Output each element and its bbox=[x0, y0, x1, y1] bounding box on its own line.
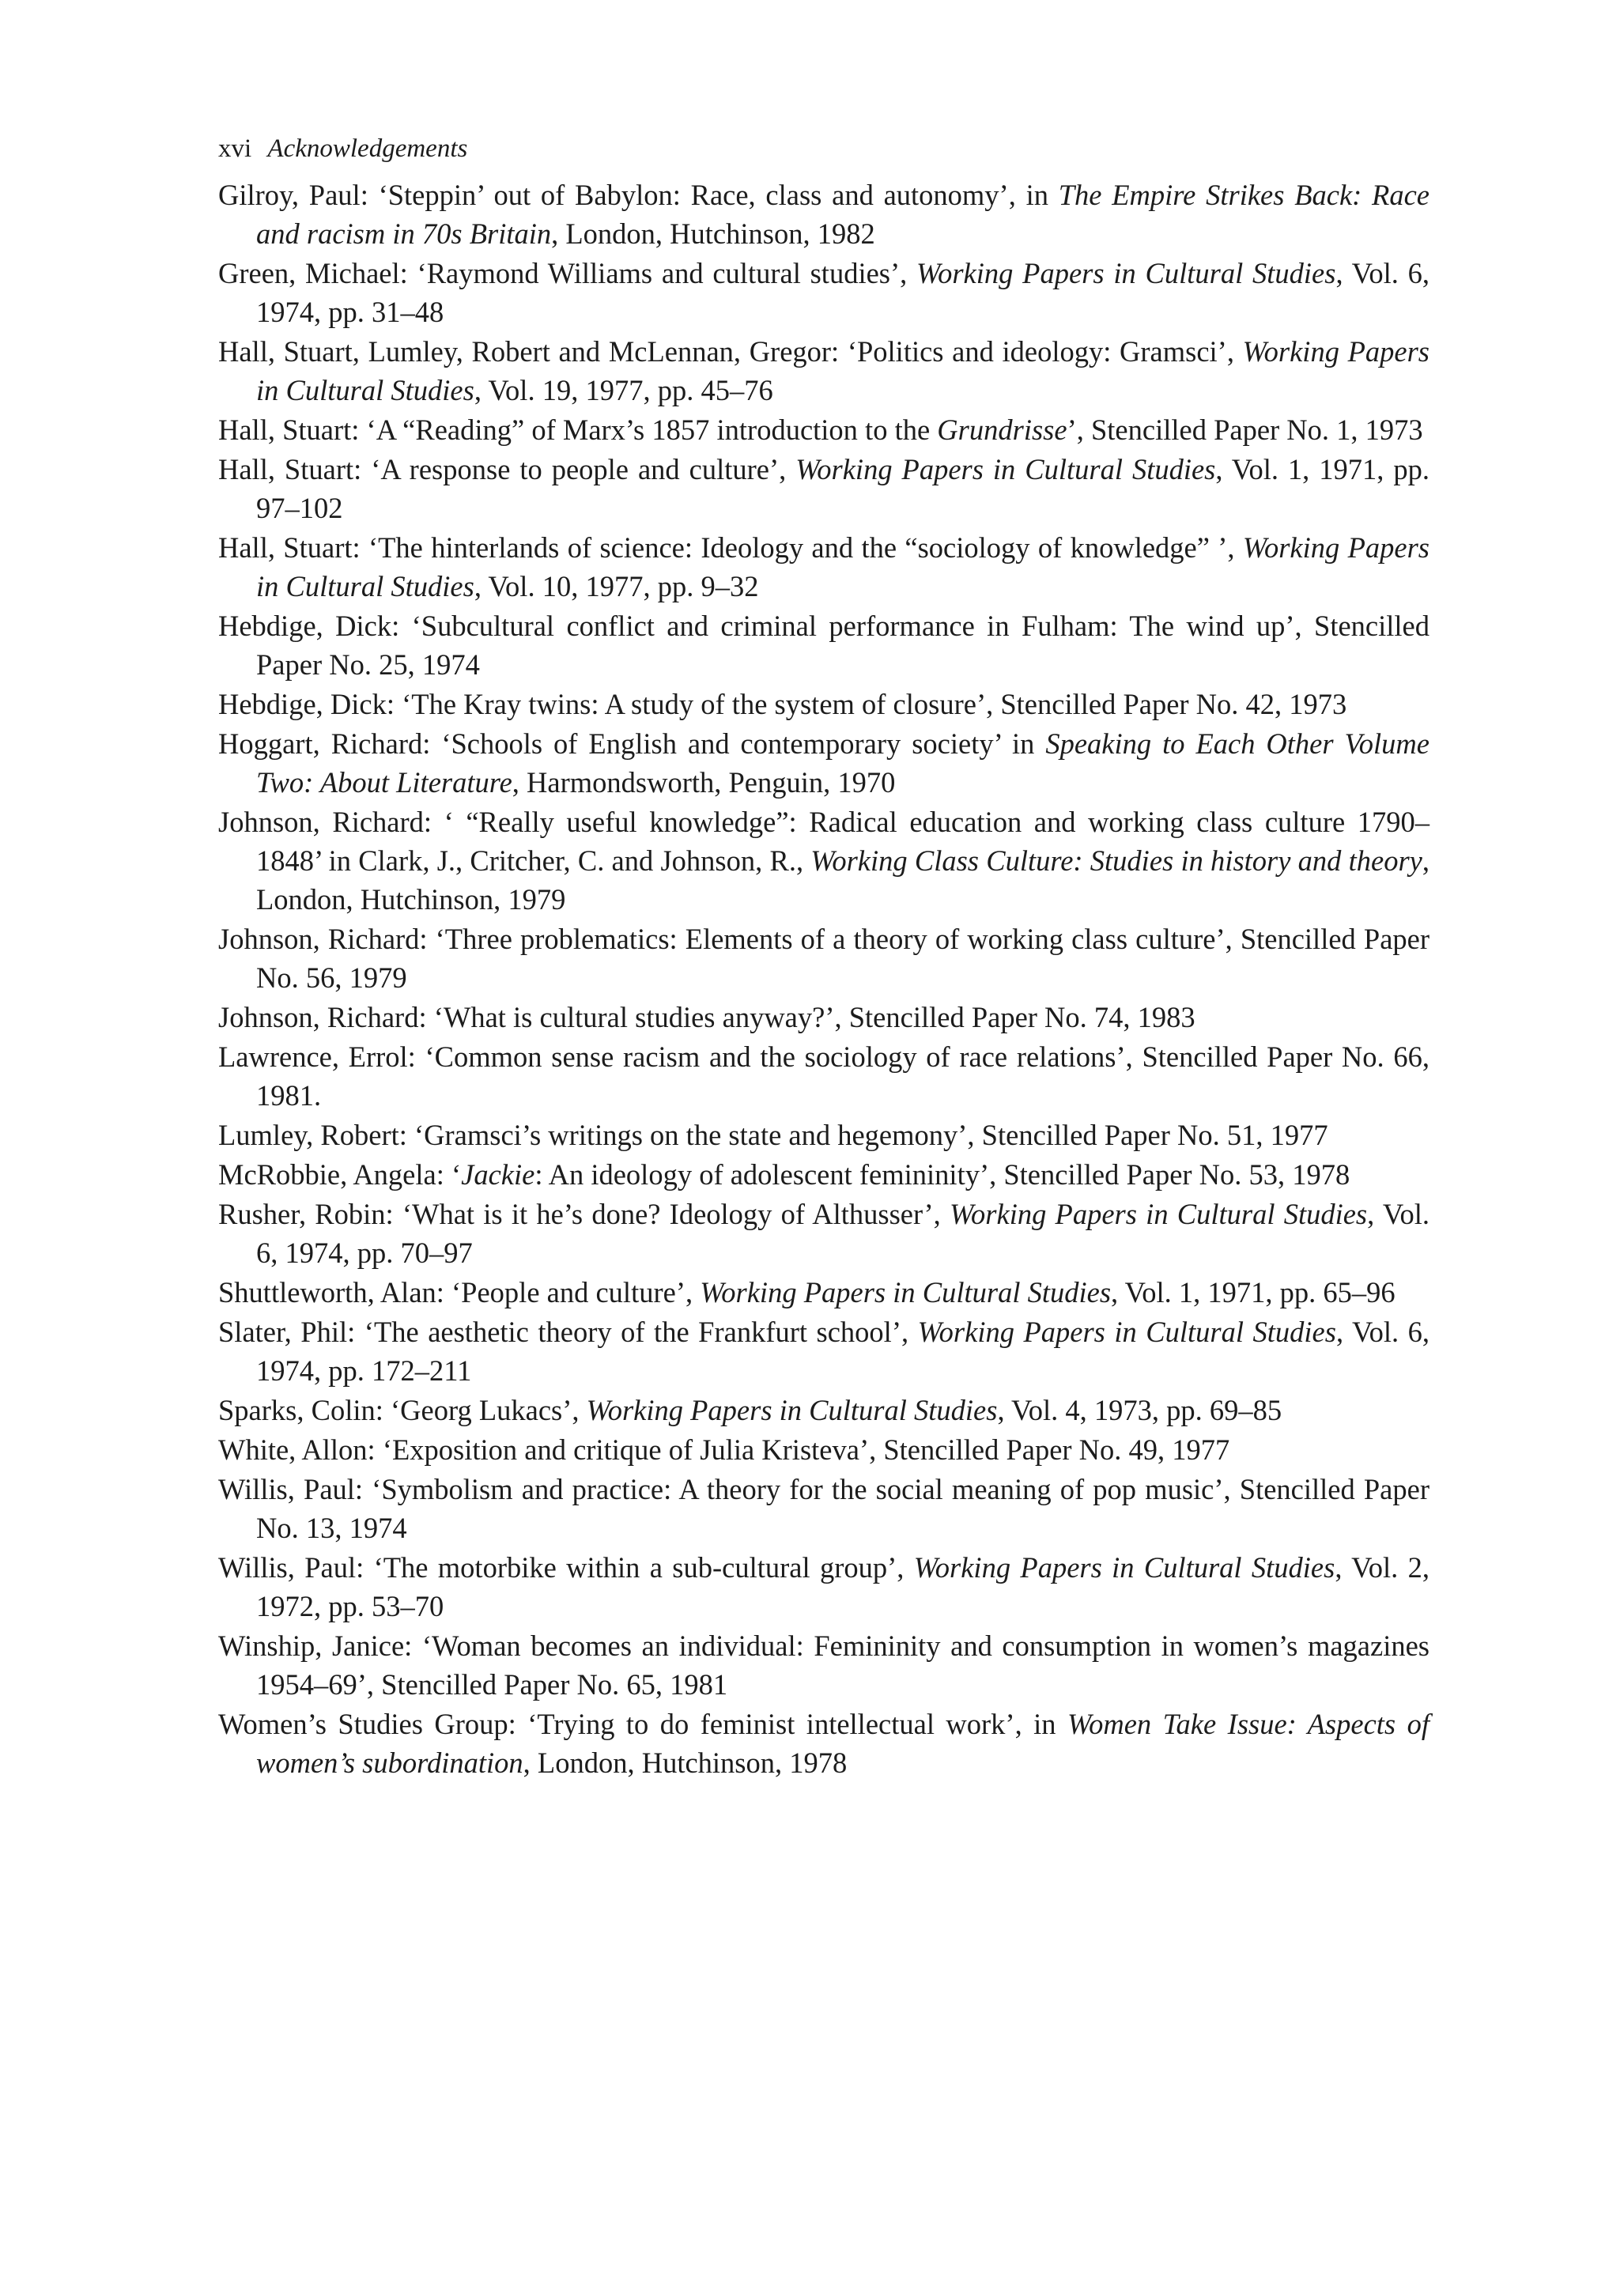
entry-title-italic: Working Papers in Cultural Studies bbox=[586, 1394, 998, 1426]
entry-text: Slater, Phil: ‘The aesthetic theory of the Frankfurt school’, bbox=[218, 1316, 918, 1348]
entry-text: , Vol. 4, 1973, pp. 69–85 bbox=[997, 1394, 1282, 1426]
reference-entry bbox=[218, 1273, 1429, 1312]
entry-text: Winship, Janice: ‘Woman becomes an individual: Femininity and consumption in women’s magazines 1954–69’, Stencilled Paper No. 65, 1981 bbox=[218, 1629, 1429, 1701]
entry-text: Hall, Stuart: ‘The hinterlands of science: Ideology and the “sociology of knowledge” ’, bbox=[218, 531, 1243, 564]
entry-text: , Harmondsworth, Penguin, 1970 bbox=[512, 766, 896, 799]
reference-entry bbox=[218, 1705, 1429, 1782]
entry-text: : An ideology of adolescent femininity’, Stencilled Paper No. 53, 1978 bbox=[534, 1158, 1350, 1191]
reference-entry bbox=[218, 1430, 1429, 1469]
entry-title-italic: Working Papers in Cultural Studies bbox=[917, 1316, 1336, 1348]
entry-text: Lawrence, Errol: ‘Common sense racism and the sociology of race relations’, Stencilled Paper No. 66, 1981. bbox=[218, 1040, 1429, 1112]
entry-text: Hall, Stuart: ‘A “Reading” of Marx’s 1857 introduction to the bbox=[218, 414, 938, 446]
reference-entry bbox=[218, 685, 1429, 723]
reference-entry bbox=[218, 606, 1429, 684]
reference-list bbox=[218, 176, 1429, 1782]
entry-text: , Vol. 6, 1974, pp. 172–211 bbox=[256, 1316, 1429, 1387]
entry-text: , Vol. 1, 1971, pp. 65–96 bbox=[1111, 1276, 1396, 1308]
entry-title-italic: Jackie bbox=[461, 1158, 535, 1191]
reference-entry bbox=[218, 724, 1429, 802]
entry-text: Women’s Studies Group: ‘Trying to do feminist intellectual work’, in bbox=[218, 1708, 1068, 1740]
reference-entry bbox=[218, 920, 1429, 997]
section-title: Acknowledgements bbox=[267, 134, 468, 163]
reference-entry bbox=[218, 1548, 1429, 1626]
entry-text: Gilroy, Paul: ‘Steppin’ out of Babylon: Race, class and autonomy’, in bbox=[218, 179, 1059, 211]
entry-text: , London, Hutchinson, 1978 bbox=[523, 1747, 848, 1779]
entry-text: Johnson, Richard: ‘ “Really useful knowledge”: Radical education and working class culture 1790–1848’ in Clark, J., Critcher, C. and Johnson, R., bbox=[218, 806, 1429, 877]
entry-text: Green, Michael: ‘Raymond Williams and cultural studies’, bbox=[218, 257, 917, 289]
reference-entry bbox=[218, 254, 1429, 331]
entry-text: , Vol. 1, 1971, pp. 97–102 bbox=[256, 453, 1429, 524]
entry-text: Johnson, Richard: ‘What is cultural studies anyway?’, Stencilled Paper No. 74, 1983 bbox=[218, 1001, 1195, 1033]
entry-title-italic: Working Papers in Cultural Studies bbox=[916, 257, 1336, 289]
reference-entry bbox=[218, 1312, 1429, 1390]
entry-title-italic: Working Papers in Cultural Studies bbox=[700, 1276, 1112, 1308]
entry-text: Willis, Paul: ‘The motorbike within a sub-cultural group’, bbox=[218, 1551, 914, 1584]
entry-text: White, Allon: ‘Exposition and critique of Julia Kristeva’, Stencilled Paper No. 49, 1977 bbox=[218, 1433, 1230, 1466]
entry-title-italic: The Empire Strikes Back: Race and racism in 70s Britain bbox=[256, 179, 1429, 250]
entry-text: Rusher, Robin: ‘What is it he’s done? Ideology of Althusser’, bbox=[218, 1198, 950, 1230]
entry-title-italic: Grundrisse bbox=[937, 414, 1067, 446]
entry-title-italic: Working Papers in Cultural Studies bbox=[950, 1198, 1368, 1230]
entry-title-italic: Working Papers in Cultural Studies bbox=[256, 335, 1429, 406]
reference-entry bbox=[218, 176, 1429, 253]
entry-text: Johnson, Richard: ‘Three problematics: Elements of a theory of working class culture’, Stencilled Paper No. 56, 1979 bbox=[218, 923, 1429, 994]
entry-title-italic: Working Papers in Cultural Studies bbox=[913, 1551, 1335, 1584]
entry-text: Sparks, Colin: ‘Georg Lukacs’, bbox=[218, 1394, 587, 1426]
entry-text: , Vol. 2, 1972, pp. 53–70 bbox=[256, 1551, 1429, 1622]
reference-entry bbox=[218, 802, 1429, 919]
reference-entry bbox=[218, 1391, 1429, 1429]
reference-entry bbox=[218, 1155, 1429, 1194]
entry-text: Hebdige, Dick: ‘The Kray twins: A study of the system of closure’, Stencilled Paper No. 42, 1973 bbox=[218, 688, 1347, 720]
entry-title-italic: Working Papers in Cultural Studies bbox=[795, 453, 1216, 485]
reference-entry bbox=[218, 1195, 1429, 1272]
entry-text: Hoggart, Richard: ‘Schools of English and contemporary society’ in bbox=[218, 727, 1046, 760]
reference-entry bbox=[218, 1037, 1429, 1115]
entry-text: , Vol. 6, 1974, pp. 70–97 bbox=[256, 1198, 1430, 1269]
reference-entry bbox=[218, 450, 1429, 527]
reference-entry bbox=[218, 1116, 1429, 1154]
entry-text: McRobbie, Angela: ‘ bbox=[218, 1158, 462, 1191]
reference-entry bbox=[218, 410, 1429, 449]
entry-text: Shuttleworth, Alan: ‘People and culture’, bbox=[218, 1276, 701, 1308]
reference-entry bbox=[218, 528, 1429, 606]
entry-text: Hebdige, Dick: ‘Subcultural conflict and criminal performance in Fulham: The wind up’, Stencilled Paper No. 25, 1974 bbox=[218, 610, 1429, 681]
entry-text: Lumley, Robert: ‘Gramsci’s writings on the state and hegemony’, Stencilled Paper No. 51, 1977 bbox=[218, 1119, 1328, 1151]
entry-text: , Vol. 19, 1977, pp. 45–76 bbox=[474, 374, 773, 406]
page-number: xvi bbox=[218, 134, 252, 163]
reference-entry bbox=[218, 332, 1429, 410]
entry-text: Hall, Stuart, Lumley, Robert and McLennan, Gregor: ‘Politics and ideology: Gramsci’, bbox=[218, 335, 1243, 368]
entry-text: Willis, Paul: ‘Symbolism and practice: A theory for the social meaning of pop music’, Stencilled Paper No. 13, 1974 bbox=[218, 1473, 1429, 1544]
entry-title-italic: Women Take Issue: Aspects of women’s subordination bbox=[256, 1708, 1429, 1779]
entry-text: , Vol. 6, 1974, pp. 31–48 bbox=[256, 257, 1429, 328]
reference-entry bbox=[218, 1470, 1429, 1547]
reference-entry bbox=[218, 1626, 1429, 1704]
page bbox=[218, 133, 1429, 1783]
entry-title-italic: Speaking to Each Other Volume Two: About Literature bbox=[256, 727, 1429, 799]
entry-title-italic: Working Papers in Cultural Studies bbox=[256, 531, 1429, 602]
entry-text: , Vol. 10, 1977, pp. 9–32 bbox=[474, 570, 759, 602]
entry-text: , London, Hutchinson, 1982 bbox=[551, 217, 875, 250]
entry-title-italic: Working Class Culture: Studies in history and theory bbox=[810, 844, 1422, 877]
running-head bbox=[218, 133, 1429, 164]
reference-entry bbox=[218, 998, 1429, 1037]
entry-text: ’, Stencilled Paper No. 1, 1973 bbox=[1067, 414, 1423, 446]
entry-text: Hall, Stuart: ‘A response to people and culture’, bbox=[218, 453, 796, 485]
entry-text: , London, Hutchinson, 1979 bbox=[256, 844, 1430, 916]
